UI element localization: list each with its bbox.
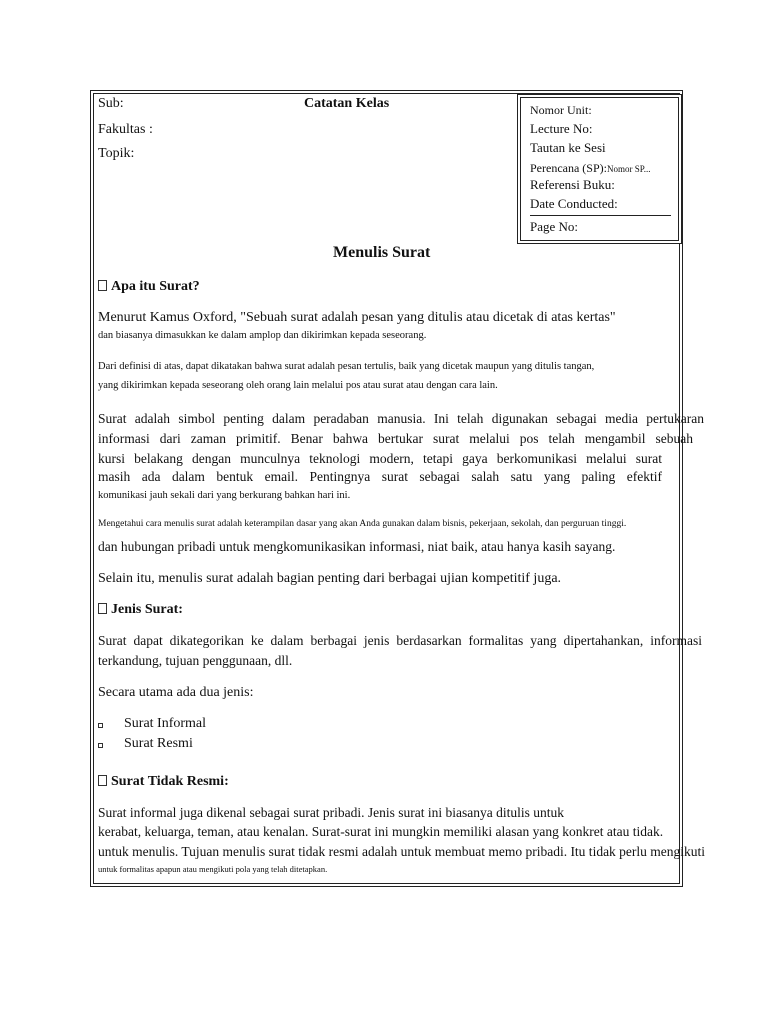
paragraph-line: masih ada dalam bentuk email. Pentingnya surat sebagai salah satu yang paling efektif — [98, 469, 662, 484]
paragraph-line: kerabat, keluarga, teman, atau kenalan. Surat-surat ini mungkin memiliki alasan yang konkret atau tidak. — [98, 824, 664, 839]
lecture-no-label: Lecture No: — [530, 121, 593, 136]
paragraph-line: Surat dapat dikategorikan ke dalam berbagai jenis berdasarkan formalitas yang dipertahankan, informasi — [98, 633, 702, 648]
paragraph-line: Menurut Kamus Oxford, "Sebuah surat adalah pesan yang ditulis atau dicetak di atas kertas" — [98, 310, 616, 325]
paragraph-line: untuk menulis. Tujuan menulis surat tidak resmi adalah untuk membuat memo pribadi. Itu tidak perlu mengikuti — [98, 844, 706, 859]
header-title: Catatan Kelas — [304, 96, 390, 111]
paragraph-line: terkandung, tujuan penggunaan, dll. — [98, 653, 293, 668]
date-conducted-label: Date Conducted: — [530, 196, 618, 211]
paragraph-line: Surat informal juga dikenal sebagai surat pribadi. Jenis surat ini biasanya ditulis untuk — [98, 805, 565, 820]
perencana-main: Perencana (SP): — [530, 161, 607, 175]
page-no-label: Page No: — [530, 219, 579, 234]
section-heading-text: Apa itu Surat? — [111, 279, 200, 294]
perencana-small: Nomor SP... — [606, 164, 651, 174]
paragraph-line: dan hubungan pribadi untuk mengkomunikasikan informasi, niat baik, atau hanya kasih sayang. — [98, 539, 616, 554]
missing-glyph-icon — [98, 280, 107, 291]
paragraph-line: Secara utama ada dua jenis: — [98, 685, 254, 700]
paragraph-line: Selain itu, menulis surat adalah bagian penting dari berbagai ujian kompetitif juga. — [98, 571, 562, 586]
section-heading-surat-tidak-resmi — [98, 774, 229, 790]
fakultas-label: Fakultas : — [98, 122, 153, 137]
referensi-label: Referensi Buku: — [530, 177, 615, 192]
paragraph-line: Dari definisi di atas, dapat dikatakan bahwa surat adalah pesan tertulis, baik yang dicetak maupun yang ditulis tangan, — [98, 361, 595, 372]
perencana-label — [530, 159, 651, 177]
paragraph-line: untuk formalitas apapun atau mengikuti pola yang telah ditetapkan. — [98, 864, 328, 874]
list-item-text: Surat Resmi — [124, 736, 193, 751]
paragraph-line: dan biasanya dimasukkan ke dalam amplop dan dikirimkan kepada seseorang. — [98, 330, 427, 341]
paragraph-line: yang dikirimkan kepada seseorang oleh orang lain melalui pos atau surat atau dengan cara lain. — [98, 380, 498, 391]
paragraph-line: Mengetahui cara menulis surat adalah keterampilan dasar yang akan Anda gunakan dalam bisnis, pekerjaan, sekolah, dan perguruan tinggi. — [98, 519, 627, 529]
section-heading-text: Surat Tidak Resmi: — [111, 774, 229, 789]
paragraph-line: kursi belakang dengan munculnya teknologi modern, tetapi gaya berkomunikasi melalui surat — [98, 451, 662, 466]
section-heading-text: Jenis Surat: — [111, 602, 183, 617]
sub-label: Sub: — [98, 96, 124, 111]
section-heading-jenis-surat — [98, 602, 183, 618]
paragraph-line: komunikasi jauh sekali dari yang berkurang bahkan hari ini. — [98, 490, 351, 501]
tautan-label: Tautan ke Sesi — [530, 140, 606, 155]
section-heading-apa-itu-surat — [98, 279, 200, 295]
document-title: Menulis Surat — [333, 244, 431, 261]
missing-glyph-icon — [98, 775, 107, 786]
nomor-unit-label: Nomor Unit: — [530, 103, 592, 117]
list-bullet-icon — [98, 743, 103, 748]
list-bullet-icon — [98, 723, 103, 728]
list-item-text: Surat Informal — [124, 716, 207, 731]
info-box-divider — [530, 215, 671, 216]
missing-glyph-icon — [98, 603, 107, 614]
paragraph-line: informasi dari zaman primitif. Benar bahwa bertukar surat melalui pos telah mengambil sebuah — [98, 431, 693, 446]
topik-label: Topik: — [98, 146, 135, 161]
paragraph-line: Surat adalah simbol penting dalam peradaban manusia. Ini telah digunakan sebagai media pertukaran — [98, 411, 704, 426]
